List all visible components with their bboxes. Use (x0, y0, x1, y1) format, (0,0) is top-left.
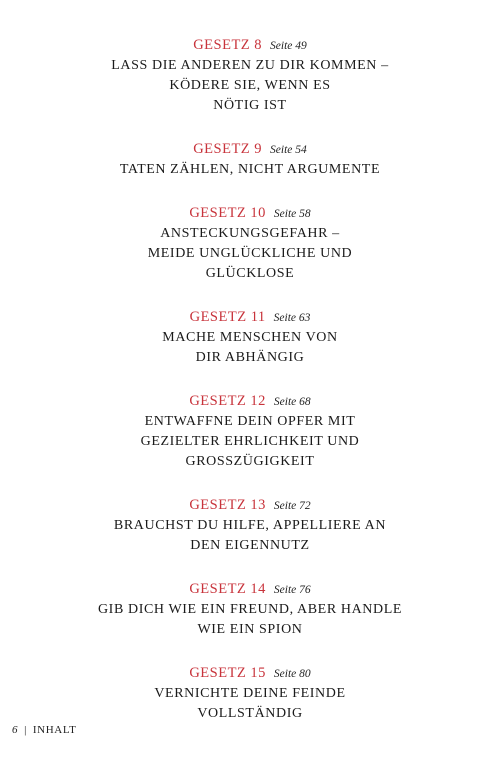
page-reference: Seite 68 (273, 396, 311, 408)
law-label: GESETZ 8 (193, 37, 263, 53)
law-label: GESETZ 10 (189, 205, 266, 221)
entry-title-line: KÖDERE SIE, WENN ES (169, 78, 331, 93)
entry-heading (0, 662, 500, 684)
section-label: INHALT (32, 724, 77, 736)
toc-entry-law-13[interactable] (0, 494, 500, 556)
toc-entry-law-15[interactable] (0, 662, 500, 724)
page-reference: Seite 58 (273, 208, 311, 220)
entry-heading (0, 578, 500, 600)
page-reference: Seite 72 (273, 500, 311, 512)
law-label: GESETZ 12 (189, 393, 266, 409)
entry-heading (0, 34, 500, 56)
entry-title-line: TATEN ZÄHLEN, NICHT ARGUMENTE (119, 162, 381, 177)
entry-title-line: GROSSZÜGIGKEIT (185, 454, 315, 469)
entry-title-line: MACHE MENSCHEN VON (162, 330, 338, 345)
entry-heading (0, 390, 500, 412)
entry-title-line: VERNICHTE DEINE FEINDE (154, 686, 346, 701)
entry-heading (0, 138, 500, 160)
law-label: GESETZ 14 (189, 581, 266, 597)
toc-entry-law-10[interactable] (0, 202, 500, 284)
entry-title-line: GIB DICH WIE EIN FREUND, ABER HANDLE (97, 602, 403, 617)
table-of-contents (0, 34, 500, 746)
page-reference: Seite 80 (273, 668, 311, 680)
toc-entry-law-14[interactable] (0, 578, 500, 640)
law-label: GESETZ 11 (189, 309, 266, 325)
footer-separator: | (24, 724, 27, 736)
entry-title-line: NÖTIG IST (213, 98, 287, 113)
page-footer (12, 724, 76, 736)
law-label: GESETZ 15 (189, 665, 266, 681)
toc-entry-law-12[interactable] (0, 390, 500, 472)
toc-entry-law-11[interactable] (0, 306, 500, 368)
entry-title-line: GLÜCKLOSE (205, 266, 295, 281)
page-reference: Seite 54 (270, 144, 307, 156)
entry-title-line: GEZIELTER EHRLICHKEIT UND (140, 434, 360, 449)
page-number: 6 (12, 724, 19, 736)
entry-title-line: DEN EIGENNUTZ (190, 538, 310, 553)
entry-title-line: BRAUCHST DU HILFE, APPELLIERE AN (113, 518, 387, 533)
entry-title-line: DIR ABHÄNGIG (195, 350, 305, 365)
law-label: GESETZ 13 (189, 497, 266, 513)
entry-heading (0, 306, 500, 328)
page-reference: Seite 49 (270, 40, 307, 52)
entry-title-line: ANSTECKUNGSGEFAHR – (160, 226, 340, 241)
page-reference: Seite 76 (273, 584, 311, 596)
entry-title-line: LASS DIE ANDEREN ZU DIR KOMMEN – (111, 58, 389, 73)
toc-entry-law-9[interactable] (0, 138, 500, 180)
entry-title-line: VOLLSTÄNDIG (197, 706, 303, 721)
entry-title-line: WIE EIN SPION (197, 622, 303, 637)
entry-title-line: MEIDE UNGLÜCKLICHE UND (147, 246, 353, 261)
law-label: GESETZ 9 (193, 141, 263, 157)
entry-title-line: ENTWAFFNE DEIN OPFER MIT (144, 414, 356, 429)
entry-heading (0, 494, 500, 516)
page-reference: Seite 63 (273, 312, 311, 324)
toc-entry-law-8[interactable] (0, 34, 500, 116)
entry-heading (0, 202, 500, 224)
